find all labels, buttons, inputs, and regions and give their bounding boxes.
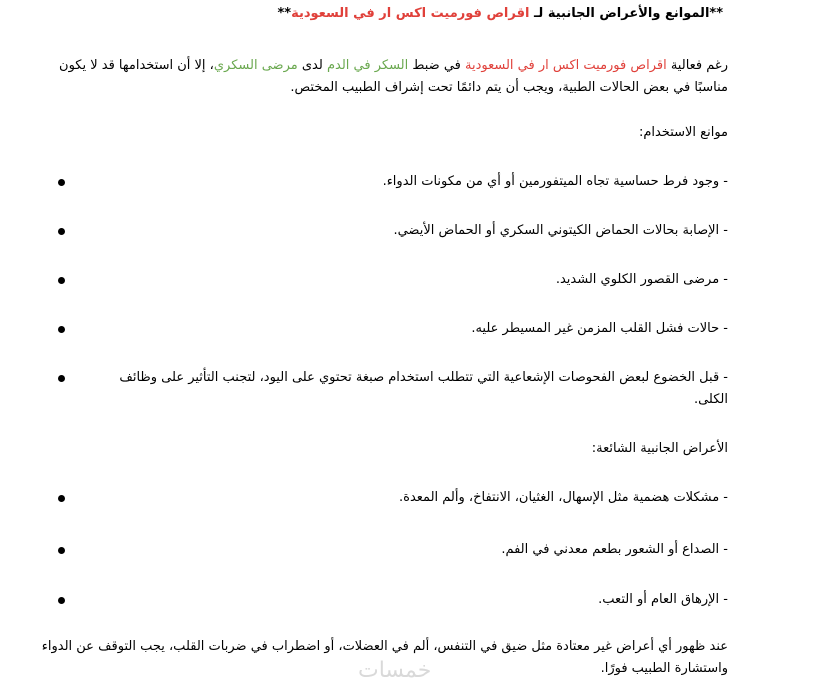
- bullet-icon: [58, 277, 65, 284]
- intro-diabetics-link[interactable]: مرضى السكري: [213, 58, 298, 73]
- bullet-icon: [58, 597, 65, 604]
- list-item: [83, 487, 728, 509]
- bullet-icon: [58, 495, 65, 502]
- list-item-text: - الإرهاق العام أو التعب.: [598, 592, 728, 607]
- list-item-text: - مرضى القصور الكلوي الشديد.: [555, 272, 728, 287]
- list-item: [83, 367, 728, 411]
- intro-text-2: في ضبط: [408, 58, 465, 73]
- intro-product-link[interactable]: اقراص فورميت اكس ار في السعودية: [465, 58, 667, 73]
- intro-text-line2: مناسبًا في بعض الحالات الطبية، ويجب أن يتم دائمًا تحت إشراف الطبيب المختص.: [290, 80, 728, 95]
- title-suffix: **: [277, 6, 292, 21]
- list-item-text: - الصداع أو الشعور بطعم معدني في الفم.: [501, 542, 728, 557]
- title-prefix: **الموانع والأعراض الجانبية لـ: [529, 6, 723, 21]
- intro-text-3: لدى: [297, 58, 327, 73]
- list-item-text: - الإصابة بحالات الحماض الكيتوني السكري أو الحماض الأيضي.: [393, 223, 728, 238]
- contraindications-heading: موانع الاستخدام:: [638, 125, 728, 140]
- list-item: [83, 539, 728, 561]
- list-item-text: - مشكلات هضمية مثل الإسهال، الغثيان، الانتفاخ، وألم المعدة.: [399, 490, 728, 505]
- list-item-text: - حالات فشل القلب المزمن غير المسيطر عليه.: [471, 321, 728, 336]
- document-title: [277, 3, 723, 25]
- list-item: [83, 589, 728, 611]
- list-item: [83, 318, 728, 340]
- bullet-icon: [58, 179, 65, 186]
- bullet-icon: [58, 326, 65, 333]
- side-effects-heading: الأعراض الجانبية الشائعة:: [591, 441, 728, 456]
- list-item-text: - وجود فرط حساسية تجاه الميتفورمين أو أي من مكونات الدواء.: [382, 174, 728, 189]
- intro-blood-sugar-link[interactable]: السكر في الدم: [326, 58, 409, 73]
- intro-text-4: ، إلا أن استخدامها قد لا يكون: [59, 58, 214, 73]
- intro-text-1: رغم فعالية: [666, 58, 728, 73]
- intro-paragraph: [0, 55, 728, 99]
- list-item: [83, 220, 728, 242]
- title-product-link[interactable]: اقراص فورميت اكس ار في السعودية: [291, 6, 530, 21]
- bullet-icon: [58, 375, 65, 382]
- bullet-icon: [58, 228, 65, 235]
- closing-paragraph: عند ظهور أي أعراض غير معتادة مثل ضيق في التنفس، ألم في العضلات، أو اضطراب في ضربات القلب، يجب التوقف عن الدواء واستشارة الطبيب فورًا.: [41, 639, 728, 676]
- list-item: [83, 171, 728, 193]
- list-item-text: - قبل الخضوع لبعض الفحوصات الإشعاعية التي تتطلب استخدام صبغة تحتوي على اليود، لتجنب التأثير على وظائف الكلى.: [119, 370, 728, 407]
- list-item: [83, 269, 728, 291]
- watermark-logo: خمسات: [358, 658, 432, 683]
- bullet-icon: [58, 547, 65, 554]
